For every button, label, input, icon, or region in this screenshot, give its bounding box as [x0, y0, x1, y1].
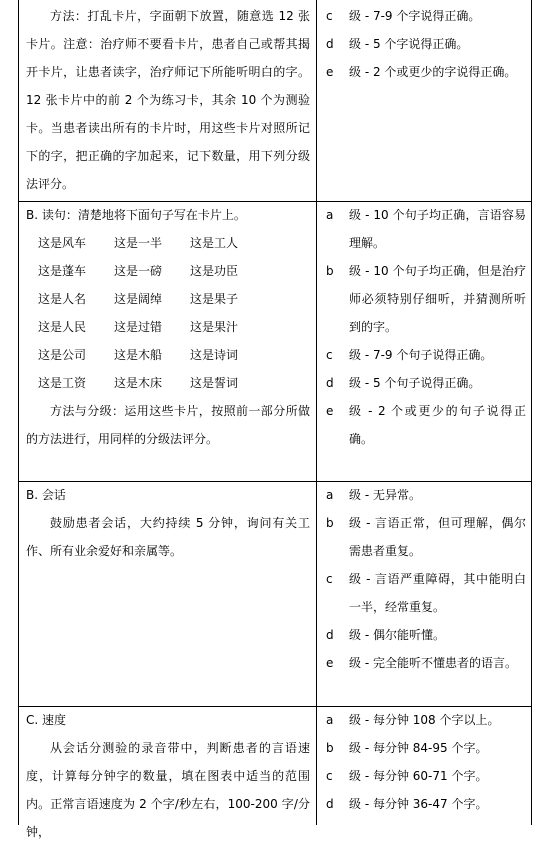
sentence: 这是工资 — [38, 376, 87, 390]
table-column-divider — [316, 0, 317, 825]
grade-text: 级 - 言语正常，但可理解，偶尔需患者重复。 — [349, 516, 526, 558]
grade-letter: a — [326, 488, 334, 502]
grade-text: 级 - 偶尔能听懂。 — [349, 628, 445, 642]
grade-item — [323, 2, 526, 30]
grade-item — [323, 201, 526, 257]
sentence: 这是人民 — [38, 320, 87, 334]
grade-text: 级 - 7-9 个句子说得正确。 — [349, 348, 493, 362]
row3-grade-cell — [323, 706, 526, 818]
sentence-row — [26, 257, 310, 285]
grade-text: 级 - 每分钟 108 个字以上。 — [349, 713, 500, 727]
row3-speed-cell — [26, 706, 310, 846]
grade-letter: b — [326, 264, 334, 278]
sentence: 这是果汁 — [190, 320, 239, 334]
sentence: 这是风车 — [38, 236, 87, 250]
section-heading: B. 读句：清楚地将下面句子写在卡片上。 — [26, 208, 246, 222]
grade-item — [323, 734, 526, 762]
grade-letter: b — [326, 741, 334, 755]
table-border-right — [531, 0, 532, 825]
row0-grade-cell — [323, 2, 526, 86]
sentence: 这是过错 — [114, 320, 163, 334]
grade-text: 级 - 5 个字说得正确。 — [349, 37, 469, 51]
grade-text: 级 - 完全能听不懂患者的语言。 — [349, 656, 517, 670]
method-paragraph: 从会话分测验的录音带中，判断患者的言语速度，计算每分钟字的数量，填在图表中适当的范围内。正常言语速度为 2 个字/秒左右，100-200 字/分钟， — [26, 741, 310, 839]
grade-item — [323, 762, 526, 790]
sentence: 这是木船 — [114, 348, 163, 362]
sentence: 这是公司 — [38, 348, 87, 362]
row0-method-cell — [26, 2, 310, 198]
grade-text: 级 - 7-9 个字说得正确。 — [349, 9, 481, 23]
grade-item — [323, 649, 526, 677]
sentence: 这是一磅 — [114, 264, 163, 278]
grade-letter: e — [326, 404, 334, 418]
section-heading: C. 速度 — [26, 713, 67, 727]
grade-item — [323, 509, 526, 565]
sentence-row — [26, 285, 310, 313]
grade-item — [323, 58, 526, 86]
grade-item — [323, 369, 526, 397]
row1-reading-cell — [26, 201, 310, 453]
grade-item — [323, 706, 526, 734]
table-border-left — [18, 0, 19, 825]
grade-letter: d — [326, 797, 334, 811]
grade-letter: c — [326, 572, 333, 586]
row1-grade-cell — [323, 201, 526, 453]
sentence: 这是功臣 — [190, 264, 239, 278]
sentence: 这是果子 — [190, 292, 239, 306]
grade-text: 级 - 10 个句子均正确，但是治疗师必须特别仔细听，并猜测所听到的字。 — [349, 264, 526, 334]
grade-letter: e — [326, 656, 334, 670]
sentence-row — [26, 313, 310, 341]
grade-item — [323, 257, 526, 341]
grade-text: 级 - 10 个句子均正确，言语容易理解。 — [349, 208, 526, 250]
sentence: 这是一半 — [114, 236, 163, 250]
grade-letter: c — [326, 348, 333, 362]
grade-text: 级 - 无异常。 — [349, 488, 421, 502]
grade-letter: a — [326, 713, 334, 727]
grade-item — [323, 341, 526, 369]
grade-letter: a — [326, 208, 334, 222]
sentence-row — [26, 341, 310, 369]
grade-letter: d — [326, 37, 334, 51]
grade-letter: d — [326, 376, 334, 390]
grade-text: 级 - 每分钟 60-71 个字。 — [349, 769, 488, 783]
grade-letter: d — [326, 628, 334, 642]
row2-grade-cell — [323, 481, 526, 677]
sentence: 这是誓词 — [190, 376, 239, 390]
grade-letter: b — [326, 516, 334, 530]
method-paragraph: 方法：打乱卡片，字面朝下放置，随意选 12 张卡片。注意：治疗师不要看卡片，患者自己或帮其揭开卡片，让患者读字，治疗师记下所能听明白的字。12 张卡片中的前 2 个为练习卡，其余 10 个为测验卡。当患者读出所有的卡片时，用这些卡片对照所记下的字，把正确的字加起来，记下数量，用下列分级法评分。 — [26, 9, 310, 191]
sentence-row — [26, 369, 310, 397]
sentence: 这是工人 — [190, 236, 239, 250]
sentence: 这是木床 — [114, 376, 163, 390]
grade-text: 级 - 2 个或更少的字说得正确。 — [349, 65, 517, 79]
grade-letter: e — [326, 65, 334, 79]
method-paragraph: 方法与分级：运用这些卡片，按照前一部分所做的方法进行，用同样的分级法评分。 — [26, 404, 310, 446]
grade-item — [323, 397, 526, 453]
grade-item — [323, 30, 526, 58]
grade-text: 级 - 言语严重障碍，其中能明白一半，经常重复。 — [349, 572, 526, 614]
sentence: 这是诗词 — [190, 348, 239, 362]
sentence: 这是蓬车 — [38, 264, 87, 278]
grade-text: 级 - 每分钟 84-95 个字。 — [349, 741, 488, 755]
grade-text: 级 - 2 个或更少的句子说得正确。 — [349, 404, 526, 446]
grade-letter: c — [326, 9, 333, 23]
sentence-row — [26, 229, 310, 257]
grade-text: 级 - 每分钟 36-47 个字。 — [349, 797, 488, 811]
grade-letter: c — [326, 769, 333, 783]
grade-item — [323, 481, 526, 509]
grade-item — [323, 790, 526, 818]
section-heading: B. 会话 — [26, 488, 66, 502]
grade-text: 级 - 5 个句子说得正确。 — [349, 376, 481, 390]
grade-item — [323, 565, 526, 621]
grade-item — [323, 621, 526, 649]
row2-conversation-cell — [26, 481, 310, 565]
sentence: 这是阔绰 — [114, 292, 163, 306]
method-paragraph: 鼓励患者会话，大约持续 5 分钟，询问有关工作、所有业余爱好和亲属等。 — [26, 516, 310, 558]
sentence: 这是人名 — [38, 292, 87, 306]
